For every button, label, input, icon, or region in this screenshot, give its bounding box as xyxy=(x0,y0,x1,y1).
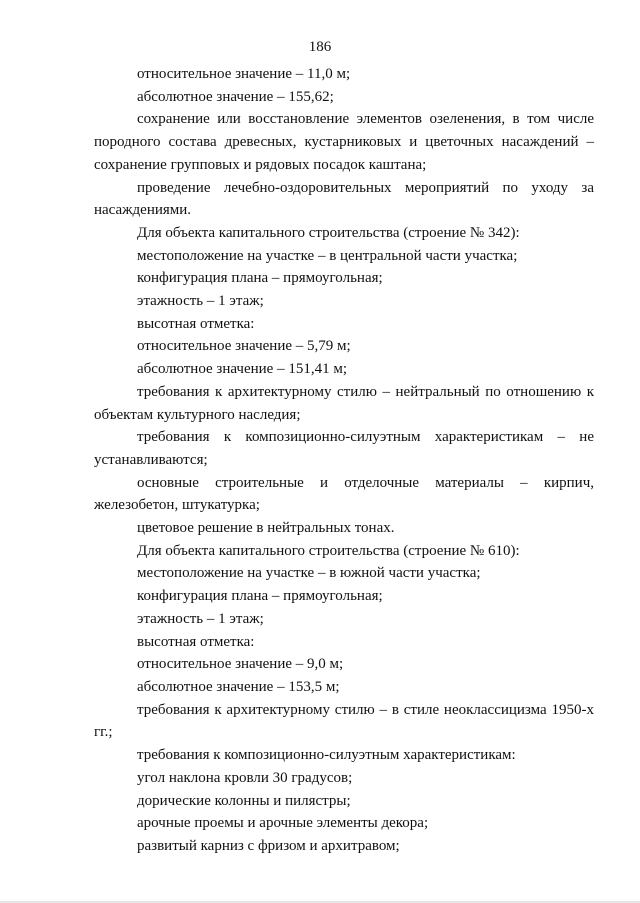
paragraph: проведение лечебно-оздоровительных мероприятий по уходу за насаждениями. xyxy=(94,179,594,219)
paragraph: местоположение на участке – в южной части участка; xyxy=(137,565,481,582)
paragraph: Для объекта капитального строительства (строение № 342): xyxy=(137,224,520,241)
paragraph: абсолютное значение – 155,62; xyxy=(137,88,334,105)
paragraph: конфигурация плана – прямоугольная; xyxy=(137,270,383,287)
paragraph: требования к композиционно-силуэтным характеристикам: xyxy=(137,747,516,764)
paragraph: относительное значение – 11,0 м; xyxy=(137,66,351,82)
paragraph: дорические колонны и пилястры; xyxy=(137,792,351,809)
page-number: 186 xyxy=(308,39,332,55)
paragraph: относительное значение – 9,0 м; xyxy=(137,656,344,673)
paragraph: относительное значение – 5,79 м; xyxy=(137,338,351,355)
paragraph: высотная отметка: xyxy=(137,633,255,650)
paragraph: высотная отметка: xyxy=(137,315,255,332)
paragraph: сохранение или восстановление элементов озеленения, в том числе породного состава древесных, кустарниковых и цветочных насаждений – сохранение групповых и рядовых посадок каштана; xyxy=(94,111,594,173)
paragraph: абсолютное значение – 153,5 м; xyxy=(137,678,340,695)
paragraph: цветовое решение в нейтральных тонах. xyxy=(137,520,395,537)
paragraph: Для объекта капитального строительства (строение № 610): xyxy=(137,542,520,559)
paragraph: требования к архитектурному стилю – нейтральный по отношению к объектам культурного наследия; xyxy=(94,383,594,423)
paragraph: требования к композиционно-силуэтным характеристикам – не устанавливаются; xyxy=(94,429,594,468)
paragraph: абсолютное значение – 151,41 м; xyxy=(137,361,347,378)
paragraph: угол наклона кровли 30 градусов; xyxy=(137,769,353,786)
document-body xyxy=(94,63,594,858)
paragraph: арочные проемы и арочные элементы декора; xyxy=(137,815,429,832)
paragraph: этажность – 1 этаж; xyxy=(137,293,264,310)
paragraph: развитый карниз с фризом и архитравом; xyxy=(137,837,400,854)
paragraph: этажность – 1 этаж; xyxy=(137,610,264,627)
paragraph: основные строительные и отделочные материалы – кирпич, железобетон, штукатурка; xyxy=(94,474,594,514)
paragraph: конфигурация плана – прямоугольная; xyxy=(137,588,383,605)
paragraph: требования к архитектурному стилю – в стиле неоклассицизма 1950-х гг.; xyxy=(94,701,594,741)
paragraph: местоположение на участке – в центральной части участка; xyxy=(137,247,518,264)
